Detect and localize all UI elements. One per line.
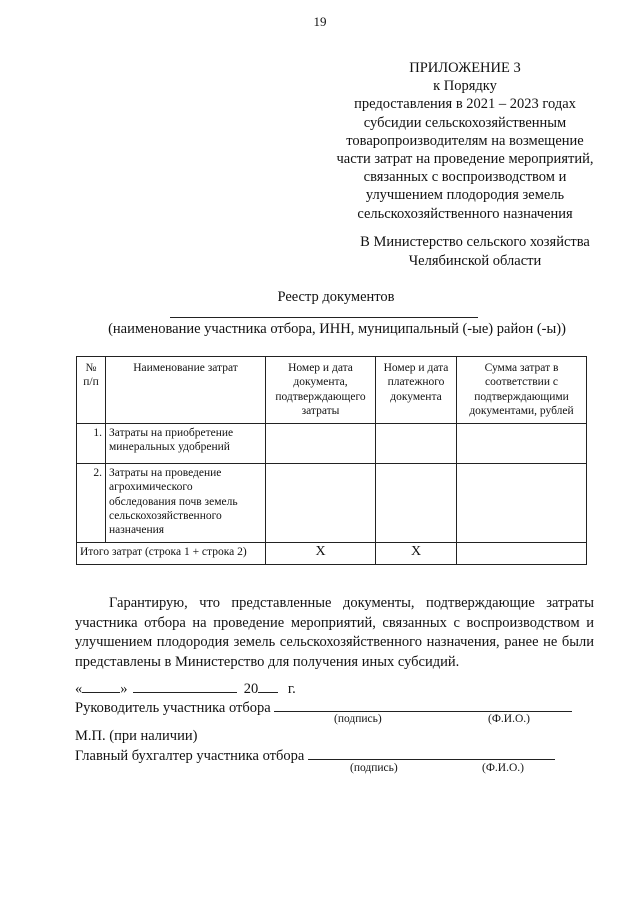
table-row <box>77 424 587 464</box>
head-name-caption: (Ф.И.О.) <box>488 713 530 725</box>
total-sum-cell[interactable] <box>457 543 587 565</box>
row-payment-cell[interactable] <box>376 424 457 464</box>
row-number: 1. <box>77 424 106 464</box>
table-total-row <box>77 543 587 565</box>
month-field[interactable] <box>133 678 237 693</box>
row-payment-cell[interactable] <box>376 464 457 543</box>
participant-caption: (наименование участника отбора, ИНН, муниципальный (-ые) район (-ы)) <box>108 321 566 337</box>
guarantee-text: Гарантирую, что представленные документы, подтверждающие затраты участника отбора на проведение мероприятий, связанных с воспроизводством и улучшением плодородия земель сельскохозяйственного назначения, ранее не были представлены в Министерство для получения иных субсидий. <box>75 595 594 670</box>
addressee-line-1: В Министерство сельского хозяйства <box>360 234 590 250</box>
year-prefix: 20 <box>243 681 259 697</box>
addressee <box>330 233 620 270</box>
register-table <box>76 356 587 565</box>
appendix-line: связанных с воспроизводством и <box>363 169 567 186</box>
addressee-line-2: Челябинской области <box>408 252 542 269</box>
page-number: 19 <box>313 14 327 29</box>
table-header-row <box>77 357 587 424</box>
appendix-line: к Порядку <box>433 78 497 95</box>
table-row <box>77 464 587 543</box>
appendix-heading <box>300 59 630 223</box>
head-signature-caption: (подпись) <box>334 713 382 725</box>
total-payment-mark: X <box>376 543 457 565</box>
row-document-cell[interactable] <box>266 464 376 543</box>
head-name-field[interactable] <box>414 697 572 712</box>
register-title: Реестр документов <box>277 289 395 305</box>
accountant-name-field[interactable] <box>413 745 555 760</box>
head-label: Руководитель участника отбора <box>75 700 271 716</box>
row-sum-cell[interactable] <box>457 464 587 543</box>
day-field[interactable] <box>82 678 120 693</box>
header-cost-name: Наименование затрат <box>106 357 266 424</box>
total-document-mark: X <box>266 543 376 565</box>
row-document-cell[interactable] <box>266 424 376 464</box>
header-sum: Сумма затрат в соответствии с подтверждающими документами, рублей <box>457 357 587 424</box>
appendix-line: улучшением плодородия земель <box>365 187 565 204</box>
header-document: Номер и дата документа, подтверждающего затраты <box>266 357 376 424</box>
appendix-line: товаропроизводителям на возмещение <box>346 132 584 149</box>
participant-name-line <box>170 317 478 318</box>
appendix-line: субсидии сельскохозяйственным <box>363 114 567 131</box>
accountant-name-caption: (Ф.И.О.) <box>482 762 524 774</box>
row-cost-name: Затраты на проведение агрохимического обследования почв земель сельскохозяйственного назначения <box>106 464 266 543</box>
open-quote: « <box>75 681 83 697</box>
appendix-line: сельскохозяйственного назначения <box>357 205 573 222</box>
appendix-line: ПРИЛОЖЕНИЕ 3 <box>409 60 521 76</box>
seal-label: М.П. (при наличии) <box>75 728 198 744</box>
row-sum-cell[interactable] <box>457 424 587 464</box>
header-payment-document: Номер и дата платежного документа <box>376 357 457 424</box>
guarantee-paragraph <box>75 594 594 672</box>
header-num: № п/п <box>77 357 106 424</box>
accountant-label: Главный бухгалтер участника отбора <box>75 748 305 764</box>
date-line <box>75 678 296 698</box>
total-label: Итого затрат (строка 1 + строка 2) <box>77 543 266 565</box>
appendix-line: предоставления в 2021 – 2023 годах <box>354 96 576 113</box>
row-cost-name: Затраты на приобретение минеральных удобрений <box>106 424 266 464</box>
head-signature-field[interactable] <box>274 697 414 712</box>
year-suffix: г. <box>287 681 296 697</box>
year-field[interactable] <box>258 678 278 693</box>
appendix-line: части затрат на проведение мероприятий, <box>336 151 594 168</box>
accountant-signature-caption: (подпись) <box>350 762 398 774</box>
row-number: 2. <box>77 464 106 543</box>
accountant-signature-field[interactable] <box>308 745 413 760</box>
close-quote: » <box>120 681 128 697</box>
